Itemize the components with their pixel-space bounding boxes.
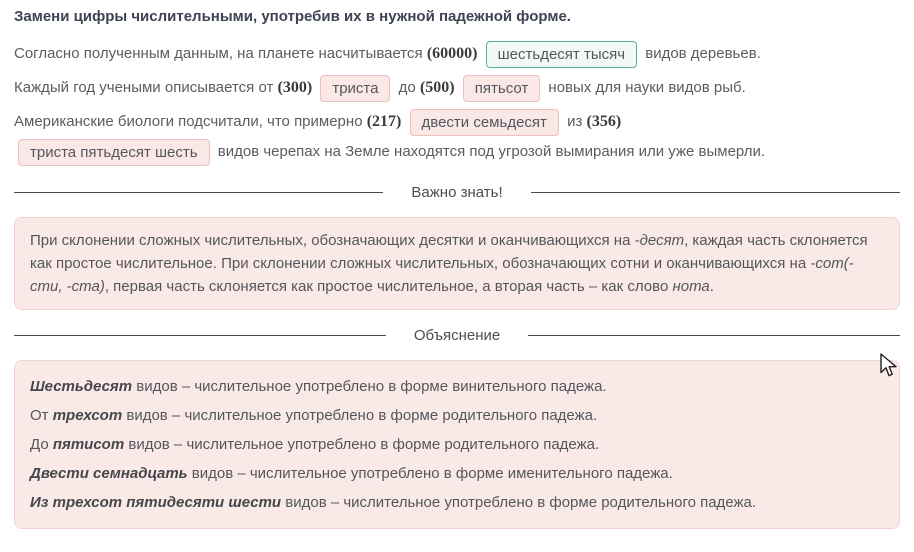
note-text-part-2: , каждая часть склоняется как простое числительное. При склонении сложных числительных, обозначающих сотни и оканчивающихся на [30, 232, 868, 272]
explanation-row [30, 459, 884, 488]
sentence-2-number-300: (300) [277, 79, 313, 96]
explanation-text: видов – числительное употреблено в форме родительного падежа. [122, 407, 598, 424]
answer-input-356[interactable]: триста пятьдесят шесть [18, 139, 210, 166]
answer-input-500[interactable]: пятьсот [463, 75, 540, 102]
task-content [0, 0, 914, 167]
exercise-sentence-1 [14, 39, 900, 69]
explanation-numeral: трехсот [52, 407, 123, 424]
sentence-3-text: Американские биологи подсчитали, что примерно [14, 113, 363, 130]
divider-line-right [528, 335, 900, 336]
answer-input-217[interactable]: двести семьдесят [410, 109, 559, 136]
note-text-part-4: . [709, 278, 714, 295]
page-title: Замени цифры числительными, употребив их в нужной падежной форме. [14, 8, 571, 25]
explanation-text: видов – числительное употреблено в форме родительного падежа. [281, 494, 757, 511]
sentence-1-tail: видов деревьев. [645, 45, 761, 62]
explanation-row [30, 372, 884, 401]
sentence-3-middle: из [567, 113, 583, 130]
divider-line-left [14, 335, 386, 336]
sentence-1-text: Согласно полученным данным, на планете насчитывается [14, 45, 423, 62]
answer-input-60000[interactable]: шестьдесят тысяч [486, 41, 637, 68]
explanation-numeral: пятисот [52, 436, 125, 453]
sentence-1-number: (60000) [426, 45, 478, 62]
explanation-divider [14, 327, 900, 344]
explanation-numeral: Из трехсот пятидесяти шести [30, 494, 282, 511]
explanation-prefix: До [30, 436, 53, 453]
explanation-text: видов – числительное употреблено в форме родительного падежа. [124, 436, 600, 453]
explanation-divider-label: Объяснение [413, 327, 501, 344]
note-italic-nota: нота [672, 278, 710, 295]
note-text-part-3: , первая часть склоняется как простое числительное, а вторая часть – как слово [104, 278, 673, 295]
sentence-2-middle: до [398, 79, 416, 96]
divider-line-right [531, 192, 900, 193]
divider-line-left [14, 192, 383, 193]
exercise-sentence-2 [14, 73, 900, 103]
explanation-text: видов – числительное употреблено в форме винительного падежа. [132, 378, 607, 395]
note-text-part-1: При склонении сложных числительных, обозначающих десятки и оканчивающихся на [30, 232, 635, 249]
important-note-panel [14, 217, 900, 310]
explanation-prefix: От [30, 407, 53, 424]
exercise-sentence-3 [14, 107, 900, 167]
explanation-row [30, 488, 884, 517]
note-italic-desyat: -десят [634, 232, 685, 249]
explanation-numeral: Двести семнадцать [30, 465, 188, 482]
explanation-panel [14, 360, 900, 529]
explanation-row [30, 401, 884, 430]
sentence-3-number-217: (217) [366, 113, 402, 130]
sentence-2-text: Каждый год учеными описывается от [14, 79, 274, 96]
explanation-text: видов – числительное употреблено в форме именительного падежа. [187, 465, 673, 482]
sentence-2-number-500: (500) [419, 79, 455, 96]
sentence-2-tail: новых для науки видов рыб. [548, 79, 746, 96]
answer-input-300[interactable]: триста [320, 75, 390, 102]
note-italic-sot: -сот(-сти, -ста) [30, 255, 854, 295]
explanation-row [30, 430, 884, 459]
explanation-numeral: Шестьдесят [30, 378, 133, 395]
sentence-3-tail: видов черепах на Земле находятся под угрозой вымирания или уже вымерли. [217, 143, 766, 160]
sentence-3-number-356: (356) [586, 113, 622, 130]
important-divider-label: Важно знать! [411, 184, 503, 201]
important-divider [14, 184, 900, 201]
